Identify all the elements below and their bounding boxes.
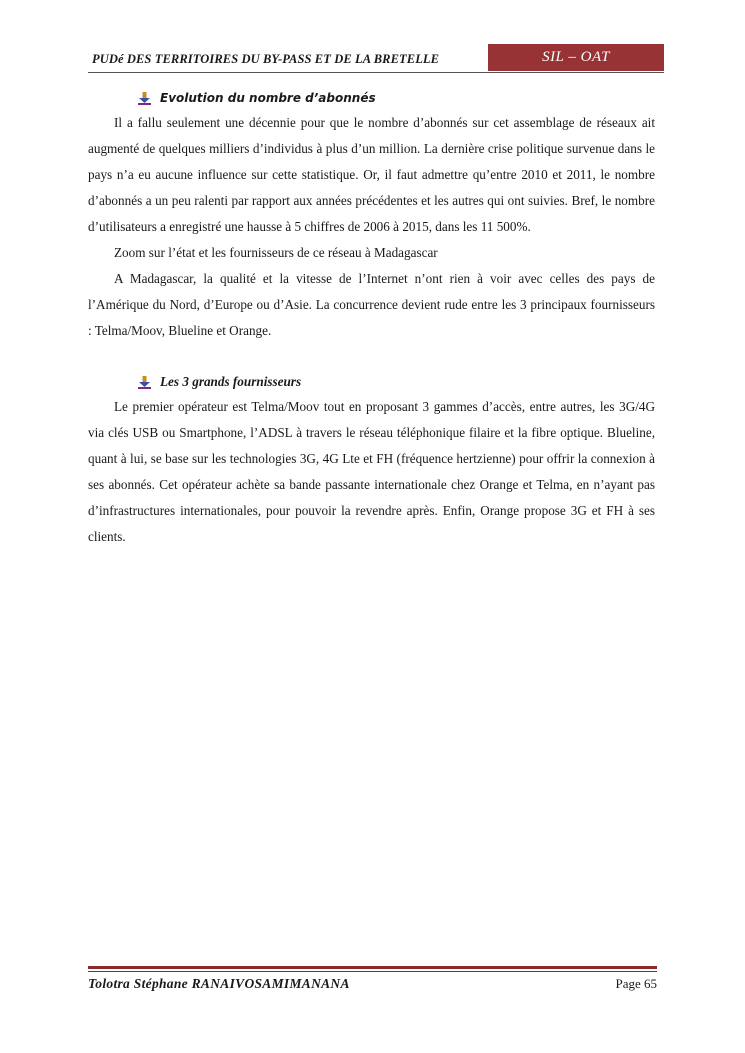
footer-divider-thin bbox=[88, 971, 657, 972]
section-heading-fournisseurs bbox=[88, 370, 655, 394]
footer-divider-thick bbox=[88, 966, 657, 969]
paragraph: Le premier opérateur est Telma/Moov tout en proposant 3 gammes d’accès, entre autres, les 3G/4G via clés USB ou Smartphone, l’ADSL à travers le réseau téléphonique filaire et la fibre optique. Blueline, quant à lui, se base sur les technologies 3G, 4G Lte et FH (fréquence hertzienne) pour offrir la connexion à ses abonnés. Cet opérateur achète sa bande passante internationale chez Orange et Telma, en n’ayant pas d’infrastructures internationales, pour pouvoir la revendre après. Enfin, Orange propose 3G et FH à ses clients. bbox=[88, 399, 655, 544]
section-heading-evolution bbox=[88, 86, 655, 110]
paragraph: Il a fallu seulement une décennie pour que le nombre d’abonnés sur cet assemblage de réseaux ait augmenté de quelques milliers d’individus à plus d’un million. La dernière crise politique survenue dans le pays n’a eu aucune influence sur cette statistique. Or, il faut admettre qu’entre 2010 et 2011, le nombre d’abonnés a un peu ralenti par rapport aux années précédentes et les autres qui ont suivies. Bref, le nombre d’utilisateurs a enregistré une hausse à 5 chiffres de 2006 à 2015, dans les 11 500%. bbox=[88, 115, 655, 234]
spacer bbox=[88, 344, 655, 370]
header-badge: SIL – OAT bbox=[488, 44, 664, 71]
document-body bbox=[88, 86, 655, 550]
section-heading-text: Les 3 grands fournisseurs bbox=[160, 374, 302, 389]
page-header bbox=[88, 44, 664, 72]
header-title: PUDé DES TERRITOIRES DU BY-PASS ET DE LA BRETELLE bbox=[92, 52, 440, 66]
paragraph: A Madagascar, la qualité et la vitesse de l’Internet n’ont rien à voir avec celles des pays de l’Amérique du Nord, d’Europe ou d’Asie. La concurrence devient rude entre les 3 principaux fournisseurs : Telma/Moov, Blueline et Orange. bbox=[88, 271, 655, 338]
header-divider bbox=[88, 72, 664, 73]
section-heading-text: Evolution du nombre d’abonnés bbox=[160, 91, 376, 105]
page-number: Page 65 bbox=[615, 976, 657, 991]
paragraph: Zoom sur l’état et les fournisseurs de ce réseau à Madagascar bbox=[114, 245, 438, 260]
arrow-down-bullet-icon bbox=[138, 92, 151, 105]
arrow-down-bullet-icon bbox=[138, 376, 151, 389]
footer-author: Tolotra Stéphane RANAIVOSAMIMANANA bbox=[88, 976, 350, 991]
